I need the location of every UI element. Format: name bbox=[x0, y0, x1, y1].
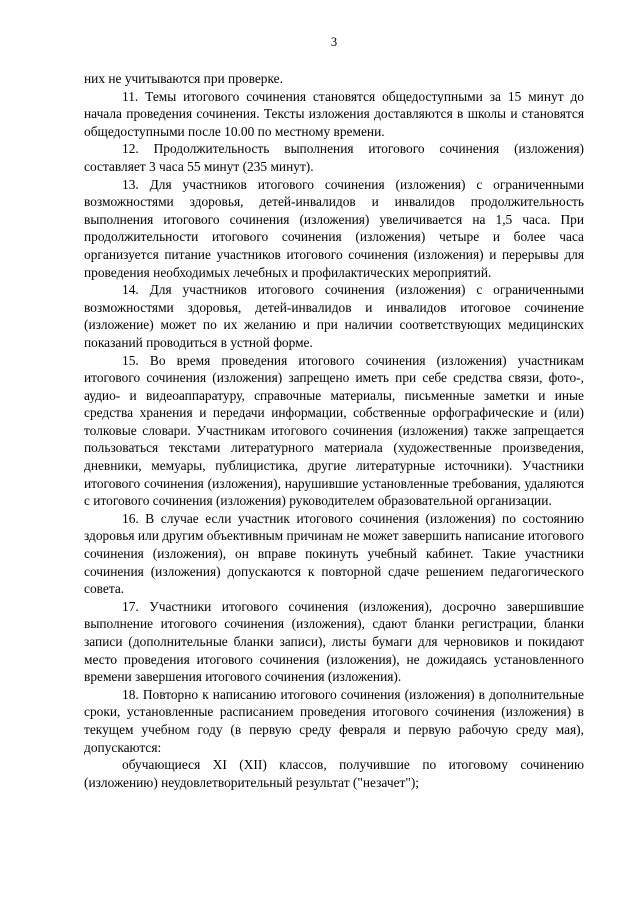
paragraph-14: 14. Для участников итогового сочинения (изложения) с ограниченными возможностями здоровья, детей-инвалидов и инвалидов итоговое сочинение (изложение) может по их желанию и при наличии соответствующих медицинских показаний проводиться в устной форме. bbox=[84, 282, 584, 350]
page-number: 3 bbox=[330, 35, 338, 49]
paragraph-16: 16. В случае если участник итогового сочинения (изложения) по состоянию здоровья или другим объективным причинам не может завершить написание итогового сочинения (изложения), он вправе покинуть учебный кабинет. Такие участники сочинения (изложения) допускаются к повторной сдаче решением педагогического совета. bbox=[84, 510, 584, 597]
paragraph-18: 18. Повторно к написанию итогового сочинения (изложения) в дополнительные сроки, установленные расписанием проведения итогового сочинения (изложения) в текущем учебном году (в первую среду февраля и первую рабочую среду мая), допускаются: bbox=[84, 686, 584, 755]
paragraph-continuation: них не учитываются при проверке. bbox=[84, 71, 283, 86]
paragraph-11: 11. Темы итогового сочинения становятся общедоступными за 15 минут до начала проведения сочинения. Тексты изложения доставляются в школы и становятся общедоступными после 10.00 по местному времени. bbox=[84, 88, 584, 139]
paragraph-13: 13. Для участников итогового сочинения (изложения) с ограниченными возможностями здоровья, детей-инвалидов и инвалидов продолжительность выполнения итогового сочинения (изложения) увеличивается на 1,5 часа. При продолжительности итогового сочинения (изложения) четыре и более часа организуется питание участников итогового сочинения (изложения) и перерывы для проведения необходимых лечебных и профилактических мероприятий. bbox=[84, 176, 584, 280]
paragraph-17: 17. Участники итогового сочинения (изложения), досрочно завершившие выполнение итогового сочинения (изложения), сдают бланки регистрации, бланки записи (дополнительные бланки записи), листы бумаги для черновиков и покидают место проведения итогового сочинения (изложения), не дожидаясь установленного времени завершения итогового сочинения (изложения). bbox=[84, 598, 584, 685]
paragraph-15: 15. Во время проведения итогового сочинения (изложения) участникам итогового сочинения (изложения) запрещено иметь при себе средства связи, фото-, аудио- и видеоаппаратуру, справочные материалы, письменные заметки и иные средства хранения и передачи информации, собственные орфографические и (или) толковые словари. Участникам итогового сочинения (изложения) также запрещается пользоваться текстами литературного материала (художественные произведения, дневники, мемуары, публицистика, другие литературные источники). Участники итогового сочинения (изложения), нарушившие установленные требования, удаляются с итогового сочинения (изложения) руководителем образовательной организации. bbox=[84, 352, 584, 509]
paragraph-12: 12. Продолжительность выполнения итогового сочинения (изложения) составляет 3 часа 55 минут (235 минут). bbox=[84, 141, 584, 174]
paragraph-18-item: обучающиеся XI (XII) классов, получившие по итоговому сочинению (изложению) неудовлетворительный результат ("незачет"); bbox=[84, 757, 584, 790]
